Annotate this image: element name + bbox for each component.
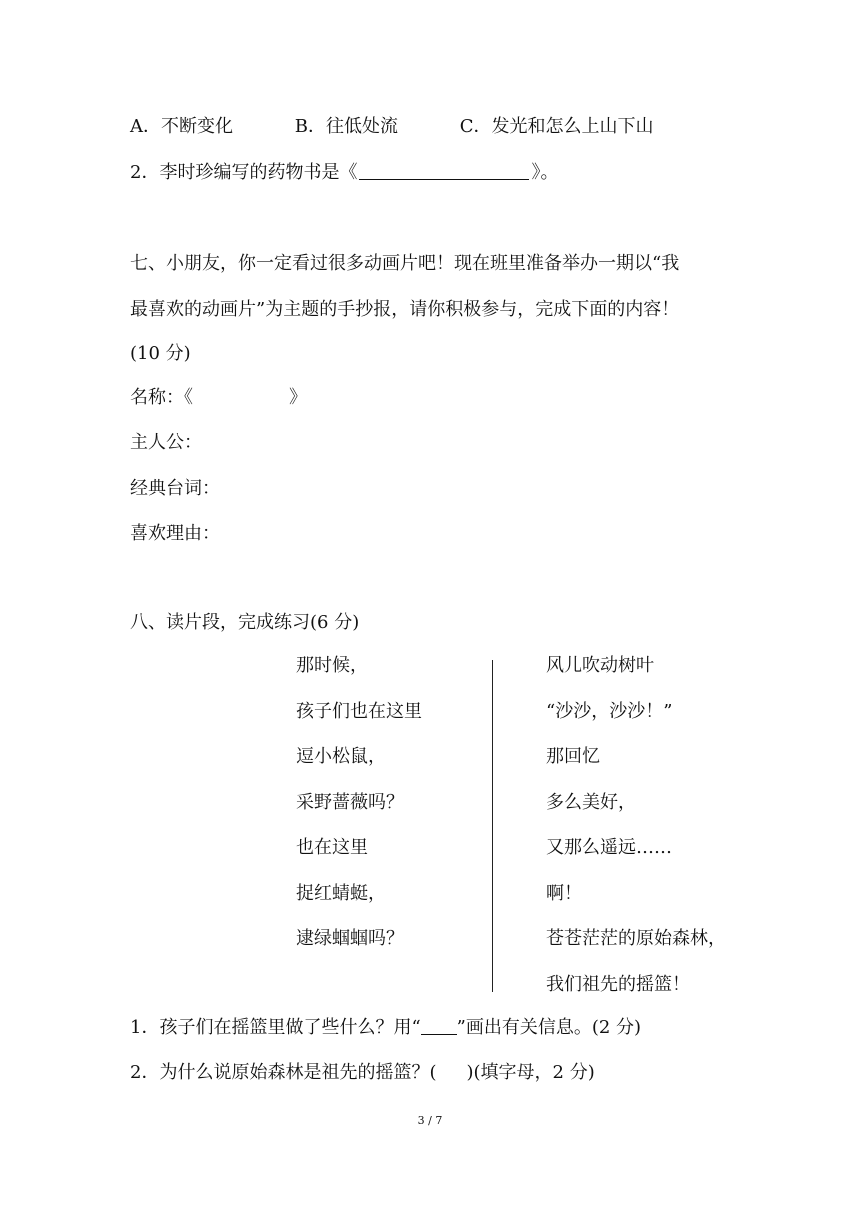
- poem-excerpt: [296, 652, 766, 994]
- poem-line: 风儿吹动树叶: [546, 655, 654, 676]
- poem-line: 那回忆: [546, 746, 600, 767]
- cartoon-name-space[interactable]: [193, 385, 289, 403]
- question-suffix: 》。: [531, 162, 559, 183]
- question-prefix: 2．李时珍编写的药物书是《: [130, 162, 358, 183]
- poem-line: 那时候，: [296, 655, 368, 676]
- option-c: C．发光和怎么上山下山: [459, 116, 654, 137]
- answer-blank[interactable]: [359, 161, 529, 180]
- option-a: A．不断变化: [130, 116, 233, 137]
- poem-line: 多么美好，: [546, 791, 636, 813]
- poem-line: 逗小松鼠，: [296, 746, 386, 767]
- poem-line: “沙沙，沙沙！”: [546, 700, 673, 722]
- poem-line: 采野蔷薇吗？: [296, 791, 404, 813]
- section-seven-title-line-1: 七、小朋友，你一定看过很多动画片吧！现在班里准备举办一期以“我: [130, 253, 680, 274]
- question-prefix: 1．孩子们在摇篮里做了些什么？用“: [130, 1017, 421, 1038]
- reason-field: 喜欢理由：: [130, 523, 220, 544]
- question-cradle-activities: [130, 1016, 641, 1040]
- section-seven-score: (10 分): [130, 343, 191, 364]
- poem-left-column: [296, 652, 422, 971]
- poem-line: 又那么遥远……: [546, 837, 672, 858]
- question-medicine-book: [130, 161, 558, 185]
- poem-divider: [492, 660, 493, 992]
- question-why-cradle: [130, 1061, 595, 1085]
- poem-line: 逮绿蝈蝈吗？: [296, 928, 404, 949]
- poem-line: 啊！: [546, 882, 582, 904]
- section-eight-title: 八、读片段，完成练习(6 分): [130, 612, 360, 633]
- question-suffix: )(填字母，2 分): [466, 1062, 595, 1083]
- question-suffix: ”画出有关信息。(2 分): [456, 1017, 642, 1038]
- answer-options: [130, 115, 653, 139]
- quote-field: 经典台词：: [130, 478, 220, 499]
- poem-line: 孩子们也在这里: [296, 700, 422, 722]
- underline-sample: [421, 1018, 457, 1035]
- page-number: 3 / 7: [417, 1114, 443, 1127]
- poem-line: 苍苍茫茫的原始森林，: [546, 928, 726, 949]
- cartoon-name-close: 》: [289, 387, 307, 408]
- poem-right-column: [546, 652, 726, 1016]
- poem-line: 也在这里: [296, 837, 368, 858]
- option-b: B．往低处流: [294, 116, 398, 137]
- cartoon-name-field: [130, 385, 307, 410]
- poem-line: 我们祖先的摇篮！: [546, 973, 690, 995]
- question-prefix: 2．为什么说原始森林是祖先的摇篮？(: [130, 1062, 437, 1083]
- protagonist-field: 主人公：: [130, 432, 202, 453]
- poem-line: 捉红蜻蜓，: [296, 882, 386, 904]
- section-seven-title-line-2: 最喜欢的动画片”为主题的手抄报，请你积极参与，完成下面的内容！: [130, 299, 680, 320]
- cartoon-name-label: 名称：《: [130, 387, 193, 408]
